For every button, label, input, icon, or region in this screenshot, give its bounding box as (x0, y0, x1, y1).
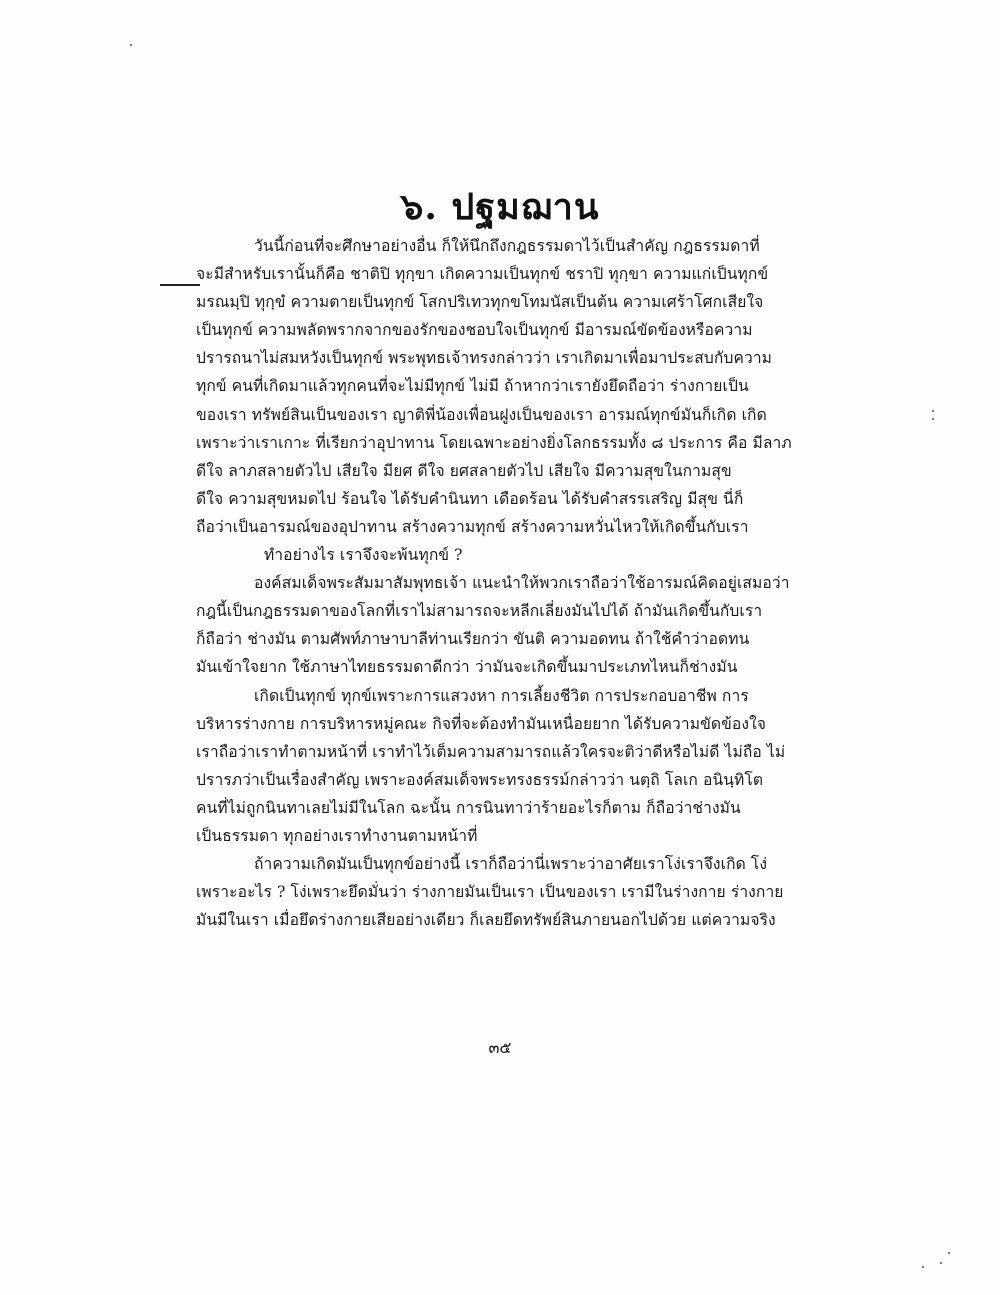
text-line: ดีใจ ลาภสลายตัวไป เสียใจ มียศ ดีใจ ยศสลายตัวไป เสียใจ มีความสุขในกามสุข (196, 461, 732, 480)
document-body (196, 232, 808, 934)
text-line: ถือว่าเป็นอารมณ์ของอุปาทาน สร้างความทุกข์ สร้างความหวั่นไหวให้เกิดขึ้นกับเรา (196, 517, 749, 536)
page-title: ๖. ปฐมฌาน (400, 186, 600, 228)
scan-speck (922, 1266, 924, 1268)
text-line: ดีใจ ความสุขหมดไป ร้อนใจ ได้รับคำนินทา เดือดร้อน ได้รับคำสรรเสริญ มีสุข นี่ก็ (196, 489, 744, 508)
text-line: มันมีในเรา เมื่อยึดร่างกายเสียอย่างเดียว ก็เลยยึดทรัพย์สินภายนอกไปด้วย แต่ความจริง (196, 911, 776, 930)
text-line: มันเข้าใจยาก ใช้ภาษาไทยธรรมดาดีกว่า ว่ามันจะเกิดขึ้นมาประเภทไหนก็ช่างมัน (196, 658, 738, 677)
text-line: ถ้าความเกิดมันเป็นทุกข์อย่างนี้ เราก็ถือว่านี่เพราะว่าอาศัยเราโง่เราจึงเกิด โง่ (254, 855, 768, 874)
scan-speck (932, 418, 934, 420)
scan-speck (932, 410, 934, 412)
text-line: เป็นทุกข์ ความพลัดพรากจากของรักของชอบใจเป็นทุกข์ มีอารมณ์ขัดข้องหรือความ (196, 321, 753, 340)
text-line: เกิดเป็นทุกข์ ทุกข์เพราะการแสวงหา การเลี้ยงชีวิต การประกอบอาชีพ การ (254, 686, 749, 705)
text-line: ของเรา ทรัพย์สินเป็นของเรา ญาติพี่น้องเพื่อนฝูงเป็นของเรา อารมณ์ทุกข์มันก็เกิด เกิด (196, 405, 767, 424)
question-heading: ทำอย่างไร เราจึงจะพ้นทุกข์ ? (264, 546, 463, 565)
text-line: องค์สมเด็จพระสัมมาสัมพุทธเจ้า แนะนำให้พวกเราถือว่าใช้อารมณ์คิดอยู่เสมอว่า (254, 574, 790, 593)
page-number: ๓๕ (488, 1038, 512, 1057)
scan-mark (160, 284, 200, 286)
text-line: เราถือว่าเราทำตามหน้าที่ เราทำไว้เต็มความสามารถแล้วใครจะติว่าดีหรือไม่ดี ไม่ถือ ไม่ (196, 742, 786, 761)
scan-speck (130, 44, 132, 46)
text-line: วันนี้ก่อนที่จะศึกษาอย่างอื่น ก็ให้นึกถึงกฎธรรมดาไว้เป็นสำคัญ กฎธรรมดาที่ (254, 237, 760, 255)
scan-speck (948, 1252, 950, 1254)
text-line: เป็นธรรมดา ทุกอย่างเราทำงานตามหน้าที่ (196, 826, 478, 845)
text-line: ทุกข์ คนที่เกิดมาแล้วทุกคนที่จะไม่มีทุกข์ ไม่มี ถ้าหากว่าเรายังยึดถือว่า ร่างกายเป็น (196, 377, 749, 396)
text-line: ก็ถือว่า ช่างมัน ตามศัพท์ภาษาบาลีท่านเรียกว่า ขันติ ความอดทน ถ้าใช้คำว่าอดทน (196, 630, 750, 649)
scan-speck (940, 1262, 942, 1264)
text-line: คนที่ไม่ถูกนินทาเลยไม่มีในโลก ฉะนั้น การนินทาว่าร้ายอะไรก็ตาม ก็ถือว่าช่างมัน (196, 798, 741, 817)
text-line: บริหารร่างกาย การบริหารหมู่คณะ กิจที่จะต้องทำมันเหนื่อยยาก ได้รับความขัดข้องใจ (196, 714, 767, 733)
text-line: กฎนี้เป็นกฎธรรมดาของโลกที่เราไม่สามารถจะหลีกเลี่ยงมันไปได้ ถ้ามันเกิดขึ้นกับเรา (196, 602, 763, 621)
text-line: มรณมฺปิ ทุกฺขํ ความตายเป็นทุกข์ โสกปริเทวทุกขโทมนัสเป็นต้น ความเศร้าโศกเสียใจ (196, 293, 764, 312)
text-line: เพราะว่าเราเกาะ ที่เรียกว่าอุปาทาน โดยเฉพาะอย่างยิ่งโลกธรรมทั้ง ๘ ประการ คือ มีลาภ (196, 433, 792, 452)
text-line: ปรารถนาไม่สมหวังเป็นทุกข์ พระพุทธเจ้าทรงกล่าวว่า เราเกิดมาเพื่อมาประสบกับความ (196, 349, 773, 368)
text-line: จะมีสำหรับเรานั้นก็คือ ชาติปิ ทุกฺขา เกิดความเป็นทุกข์ ชราปิ ทุกฺขา ความแก่เป็นทุกข์ (196, 265, 769, 284)
text-line: เพราะอะไร ? โง่เพราะยึดมั่นว่า ร่างกายมันเป็นเรา เป็นของเรา เรามีในร่างกาย ร่างกาย (196, 883, 784, 902)
text-line: ปรารภว่าเป็นเรื่องสำคัญ เพราะองค์สมเด็จพระทรงธรรม์กล่าวว่า นตฺถิ โลเก อนินฺทิโต (196, 770, 764, 789)
